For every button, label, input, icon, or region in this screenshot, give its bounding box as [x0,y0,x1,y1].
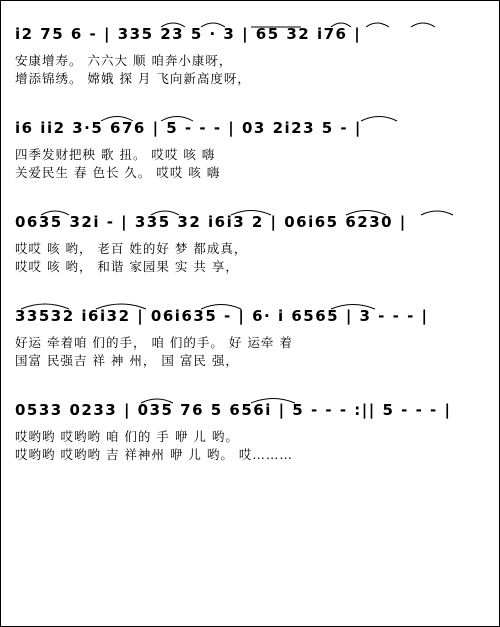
notation-line: 0533 0233 | 035 76 5 656i | 5 - - - :|| 5 - - - | [15,401,452,419]
lyrics-verse-2: 国富 民强吉 祥 神 州， 国 富民 强， [15,353,239,368]
slur-marks [1,19,499,89]
lyrics-verse-1: 哎哟哟 哎哟哟 咱 们的 手 咿 儿 哟。 [15,429,239,444]
notation-line: i6 ii2 3·5 676 | 5 - - - | 03 2i23 5 - | [15,119,362,137]
notation-line: 0635 32i - | 335 32 i6i3 2 | 06i65 6230 | [15,213,407,231]
music-system-1 [1,19,499,89]
lyrics-verse-1: 四季发财把秧 歌 扭。 哎哎 咳 嗨 [15,147,216,162]
lyrics-verse-1: 安康增寿。 六六大 顺 咱奔小康呀， [15,53,233,68]
slur-marks [1,301,499,371]
music-system-2 [1,113,499,183]
slur-marks [1,395,499,465]
music-system-3 [1,207,499,277]
lyrics-verse-1: 哎哎 咳 哟， 老百 姓的好 梦 都成真， [15,241,248,256]
lyrics-verse-1: 好运 牵着咱 们的手， 咱 们的手。 好 运牵 着 [15,335,293,350]
lyrics-verse-2: 增添锦绣。 嫦娥 探 月 飞向新高度呀， [15,71,251,86]
music-system-5 [1,395,499,465]
notation-line: 33532 i6i32 | 06i635 - | 6· i 6565 | 3 - - - | [15,307,429,325]
slur-marks [1,207,499,277]
lyrics-verse-2: 哎哟哟 哎哟哟 吉 祥神州 咿 儿 哟。 哎……… [15,447,293,462]
lyrics-verse-2: 关爱民生 春 色长 久。 哎哎 咳 嗨 [15,165,221,180]
lyrics-verse-2: 哎哎 咳 哟， 和谐 家园果 实 共 享， [15,259,239,274]
music-system-4 [1,301,499,371]
slur-marks [1,113,499,183]
notation-line: i2 75 6 - | 335 23 5 · 3 | 65 32 i76 | [15,25,362,43]
